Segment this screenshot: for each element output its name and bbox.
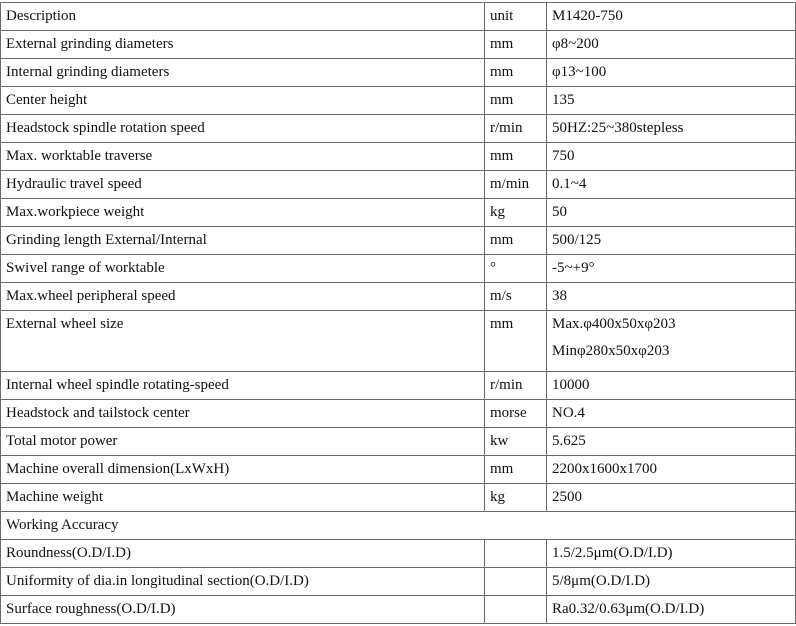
row-value: 2500: [547, 484, 796, 512]
row-unit: mm: [485, 456, 547, 484]
row-unit: mm: [485, 59, 547, 87]
table-row: [1, 484, 796, 512]
row-description: Internal grinding diameters: [1, 59, 485, 87]
row-unit: mm: [485, 31, 547, 59]
row-value: NO.4: [547, 400, 796, 428]
row-description: Machine overall dimension(LxWxH): [1, 456, 485, 484]
row-unit: mm: [485, 227, 547, 255]
row-description: Internal wheel spindle rotating-speed: [1, 372, 485, 400]
table-row: [1, 540, 796, 568]
table-row: [1, 59, 796, 87]
row-value: 2200x1600x1700: [547, 456, 796, 484]
row-unit: [485, 540, 547, 568]
row-description: Machine weight: [1, 484, 485, 512]
row-value: -5~+9°: [547, 255, 796, 283]
row-value: 38: [547, 283, 796, 311]
row-unit: mm: [485, 143, 547, 171]
table-row: [1, 31, 796, 59]
row-value: 500/125: [547, 227, 796, 255]
table-row: [1, 255, 796, 283]
table-row: [1, 596, 796, 624]
row-description: External wheel size: [1, 311, 485, 372]
row-unit: kg: [485, 484, 547, 512]
row-unit: r/min: [485, 372, 547, 400]
row-description: Max. worktable traverse: [1, 143, 485, 171]
row-description: Grinding length External/Internal: [1, 227, 485, 255]
row-value: 5/8μm(O.D/I.D): [547, 568, 796, 596]
table-row: [1, 171, 796, 199]
row-description: Headstock spindle rotation speed: [1, 115, 485, 143]
table-row: [1, 400, 796, 428]
header-description: Description: [1, 3, 485, 31]
table-row: [1, 428, 796, 456]
row-value: 10000: [547, 372, 796, 400]
table-row: [1, 372, 796, 400]
row-value: 50: [547, 199, 796, 227]
spec-table: [0, 2, 796, 624]
row-value: 0.1~4: [547, 171, 796, 199]
table-row: [1, 87, 796, 115]
row-description: Surface roughness(O.D/I.D): [1, 596, 485, 624]
header-unit: unit: [485, 3, 547, 31]
row-unit: r/min: [485, 115, 547, 143]
row-unit: kg: [485, 199, 547, 227]
row-description: Roundness(O.D/I.D): [1, 540, 485, 568]
row-description: Headstock and tailstock center: [1, 400, 485, 428]
row-value: 135: [547, 87, 796, 115]
row-unit: °: [485, 255, 547, 283]
row-unit: mm: [485, 87, 547, 115]
table-row: [1, 456, 796, 484]
table-header-row: [1, 3, 796, 31]
row-description: Swivel range of worktable: [1, 255, 485, 283]
table-row: [1, 568, 796, 596]
row-value: Ra0.32/0.63μm(O.D/I.D): [547, 596, 796, 624]
table-row: [1, 227, 796, 255]
header-model: M1420-750: [547, 3, 796, 31]
row-value: [547, 311, 796, 372]
table-row: [1, 115, 796, 143]
row-description: Max.workpiece weight: [1, 199, 485, 227]
wheel-size-max: Max.φ400x50xφ203: [552, 316, 676, 332]
row-value: 750: [547, 143, 796, 171]
row-unit: morse: [485, 400, 547, 428]
row-description: Uniformity of dia.in longitudinal section(O.D/I.D): [1, 568, 485, 596]
row-description: Center height: [1, 87, 485, 115]
wheel-size-min: Minφ280x50xφ203: [552, 343, 670, 359]
row-unit: [485, 596, 547, 624]
row-unit: [485, 568, 547, 596]
section-heading-row: [1, 512, 796, 540]
row-unit: kw: [485, 428, 547, 456]
row-unit: m/s: [485, 283, 547, 311]
table-row: [1, 199, 796, 227]
row-value: 50HZ:25~380stepless: [547, 115, 796, 143]
row-description: Max.wheel peripheral speed: [1, 283, 485, 311]
row-value: 5.625: [547, 428, 796, 456]
table-row: [1, 283, 796, 311]
row-description: Hydraulic travel speed: [1, 171, 485, 199]
working-accuracy-heading: Working Accuracy: [1, 512, 796, 540]
table-row: [1, 143, 796, 171]
row-unit: m/min: [485, 171, 547, 199]
row-description: External grinding diameters: [1, 31, 485, 59]
row-value: φ8~200: [547, 31, 796, 59]
table-row-wheel-size: [1, 311, 796, 372]
row-value: 1.5/2.5μm(O.D/I.D): [547, 540, 796, 568]
row-description: Total motor power: [1, 428, 485, 456]
row-value: φ13~100: [547, 59, 796, 87]
row-unit: mm: [485, 311, 547, 372]
